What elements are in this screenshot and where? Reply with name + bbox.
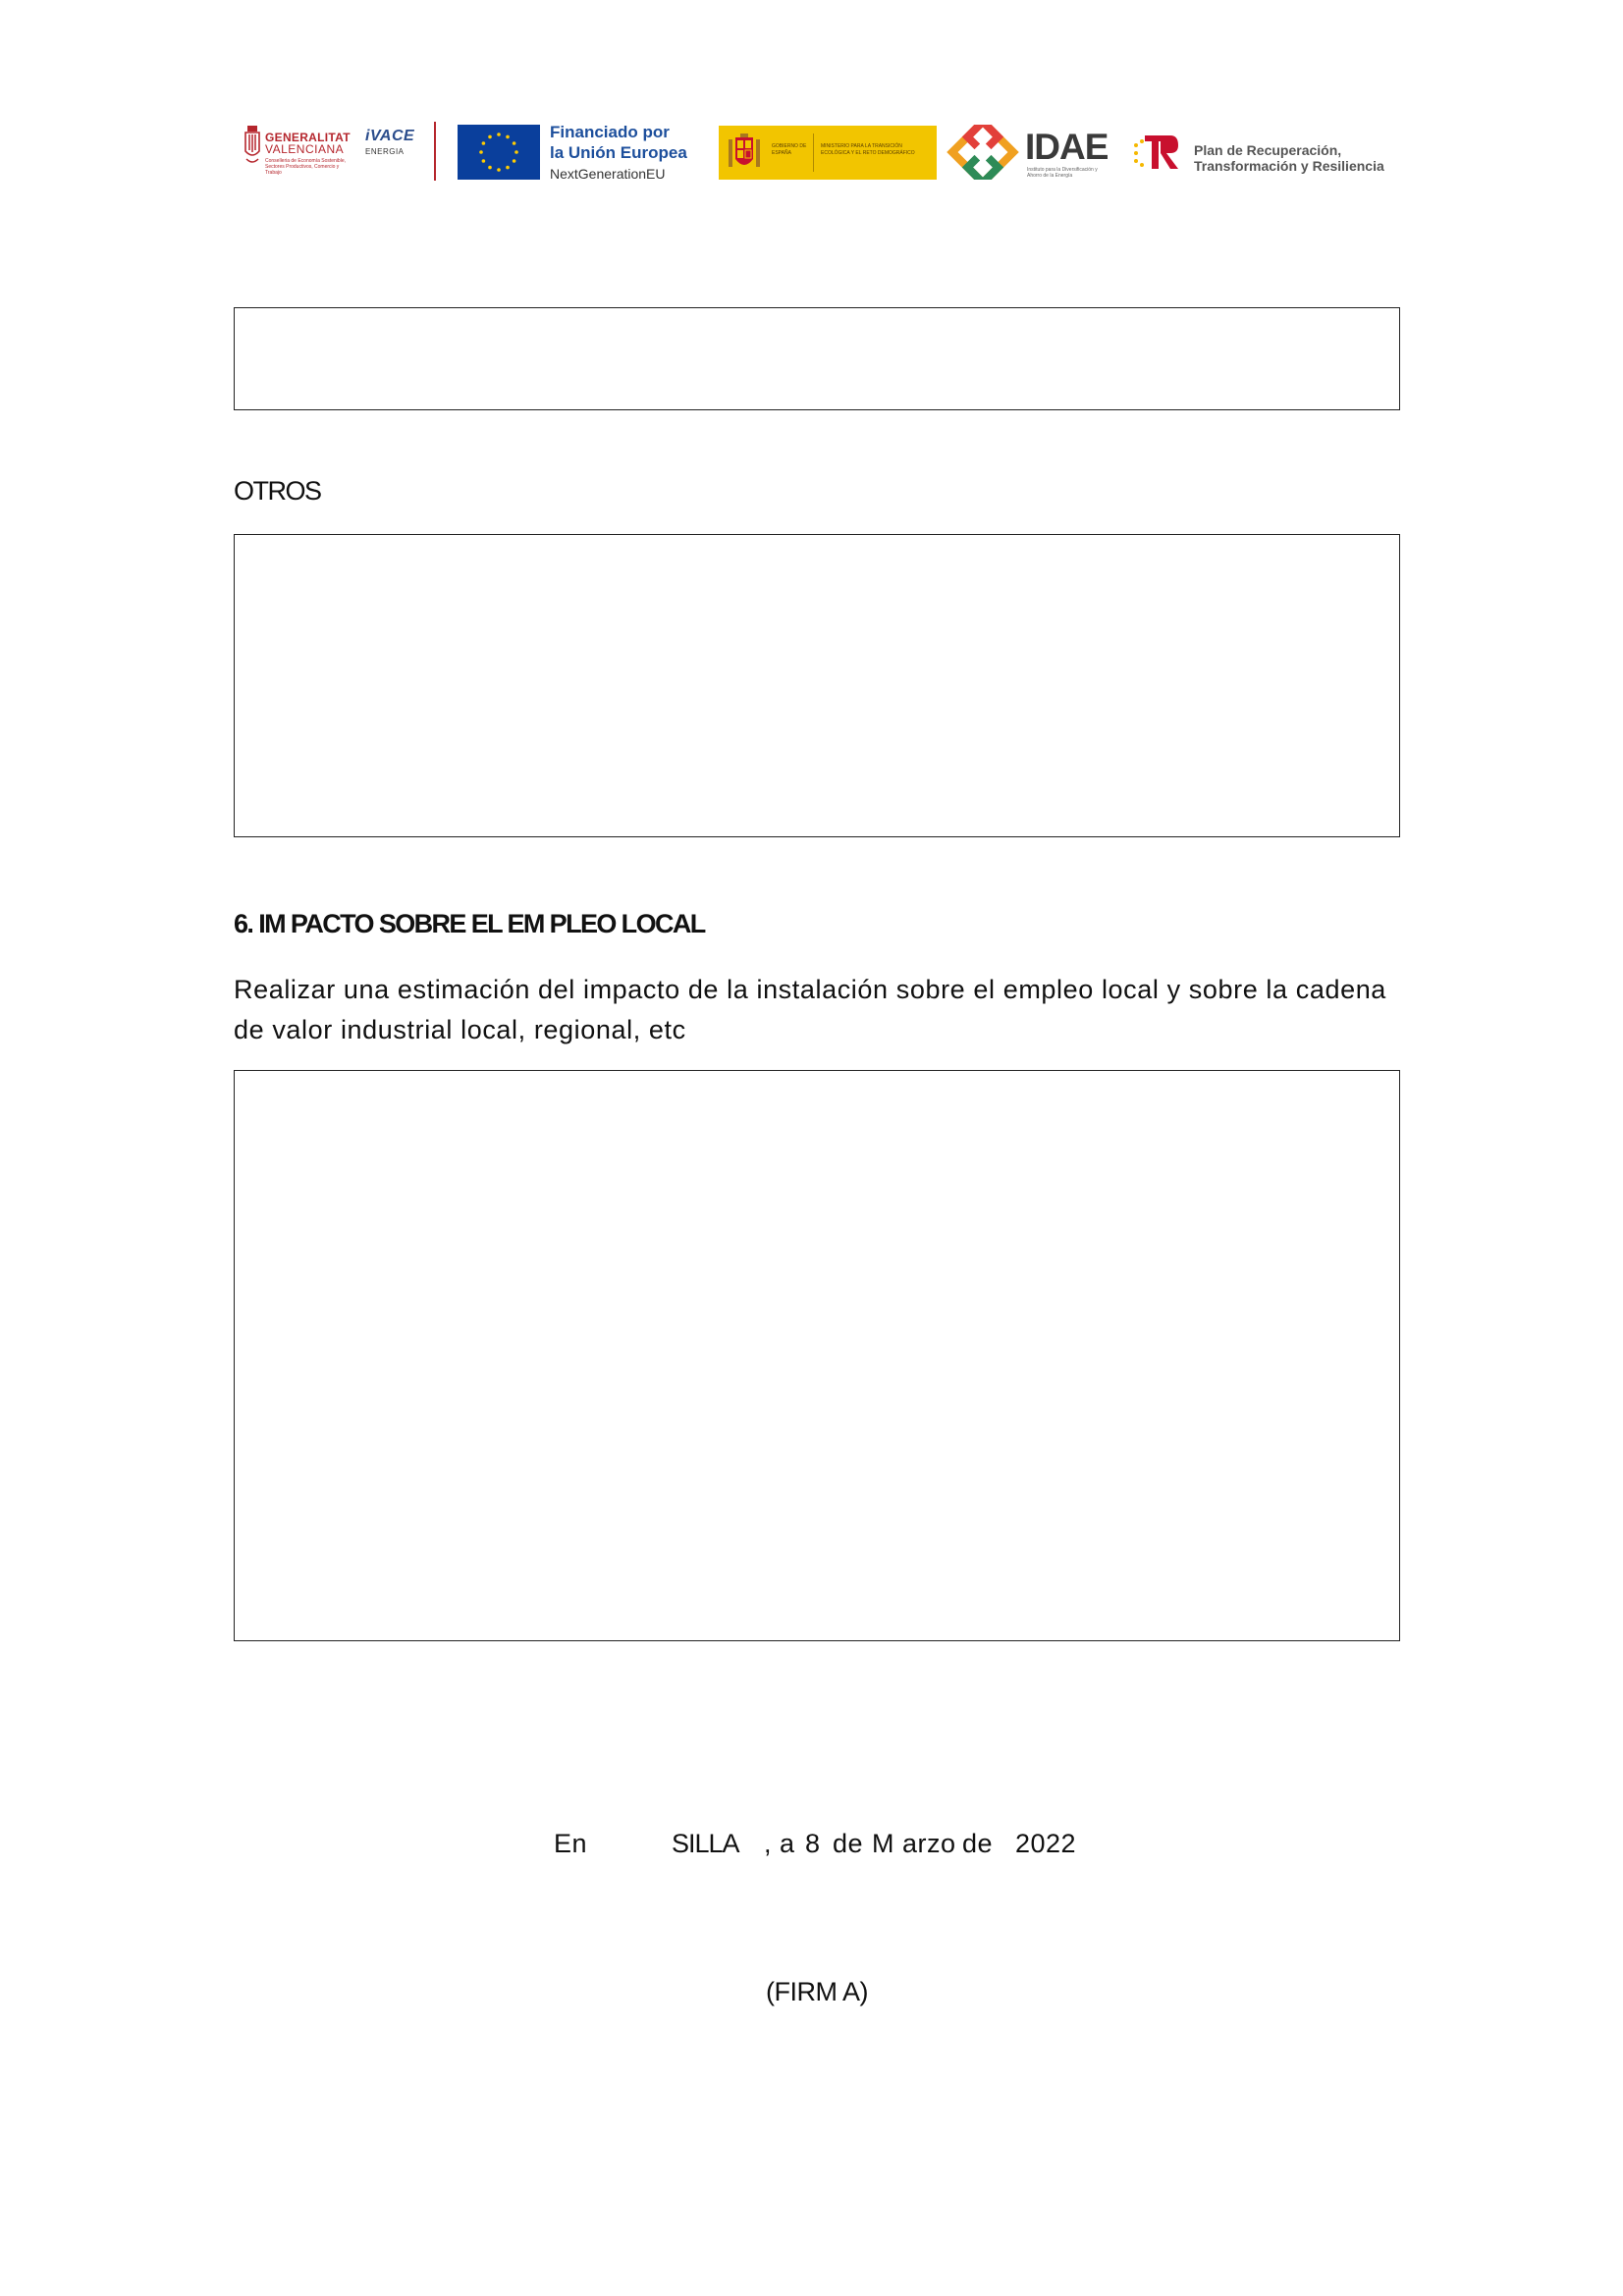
eu-flag-icon <box>458 125 540 180</box>
prtr-logo-icon <box>1133 132 1180 173</box>
ivace-name: iVACE <box>365 128 415 144</box>
logo-separator <box>434 122 436 181</box>
signature-month: M arzo <box>872 1829 956 1858</box>
signature-comma-a: , a <box>764 1829 795 1858</box>
generalitat-line1: GENERALITAT <box>265 131 351 144</box>
idae-name: IDAE <box>1025 127 1109 167</box>
section-6-instructions <box>234 970 1412 1050</box>
ivace-logo <box>365 128 424 163</box>
section-6-heading: 6. IM PACTO SOBRE EL EM PLEO LOCAL <box>234 909 705 938</box>
signature-de-1: de <box>833 1829 864 1858</box>
gobierno-divider <box>813 133 814 172</box>
eu-line2: la Unión Europea <box>550 143 687 162</box>
idae-subtitle: Instituto para la Diversificación y Ahorro de la Energía <box>1027 167 1098 179</box>
ministerio-label: MINISTERIO PARA LA TRANSICIÓN ECOLÓGICA Y EL RETO DEMOGRÁFICO <box>821 143 915 156</box>
generalitat-valenciana-logo <box>243 124 352 181</box>
gobierno-label: GOBIERNO DE ESPAÑA <box>772 143 807 156</box>
signature-day: 8 <box>805 1829 821 1858</box>
prtr-line2: Transformación y Resiliencia <box>1194 158 1384 174</box>
eu-line3: NextGenerationEU <box>550 166 666 182</box>
signature-year: 2022 <box>1015 1829 1077 1858</box>
text-box-previous-section[interactable] <box>234 307 1400 410</box>
instructions-line1: Realizar una estimación del impacto de la instalación sobre el empleo local y sobre la cadena <box>234 975 1386 1004</box>
impacto-empleo-text-box[interactable] <box>234 1070 1400 1641</box>
generalitat-emblem-icon <box>243 126 261 165</box>
ivace-subtitle: ENERGIA <box>365 147 405 156</box>
instructions-line2: de valor industrial local, regional, etc <box>234 1015 686 1044</box>
otros-text-box[interactable] <box>234 534 1400 837</box>
eu-line1: Financiado por <box>550 123 670 141</box>
signature-de-2: de <box>962 1829 994 1858</box>
generalitat-line3: Conselleria de Economía Sostenible, Sectores Productivos, Comercio y Trabajo <box>265 158 346 176</box>
signature-en-label: En <box>554 1829 588 1858</box>
firma-label: (FIRM A) <box>766 1977 868 2006</box>
signature-place: SILLA <box>672 1829 739 1858</box>
coat-of-arms-icon <box>727 133 762 173</box>
otros-label: OTROS <box>234 476 321 506</box>
prtr-line1: Plan de Recuperación, <box>1194 142 1342 158</box>
gobierno-espana-logo <box>719 126 937 180</box>
idae-mark-icon <box>943 125 1023 180</box>
generalitat-line2: VALENCIANA <box>265 142 345 156</box>
